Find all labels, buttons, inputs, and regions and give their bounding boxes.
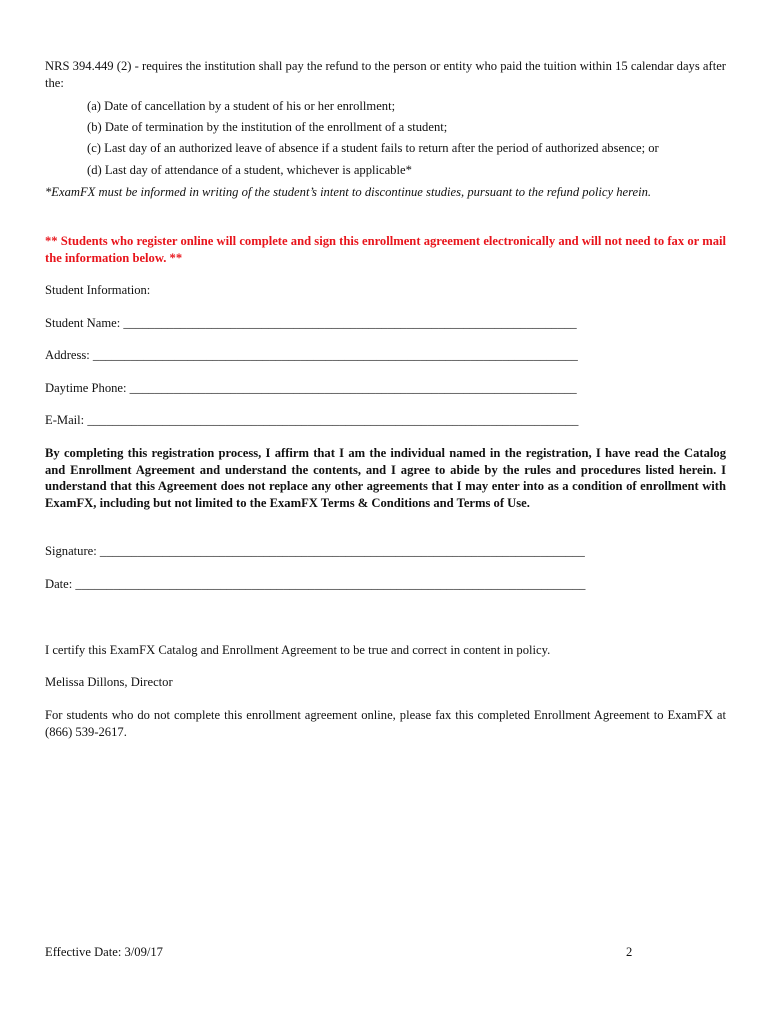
daytime-phone-field[interactable]: Daytime Phone: _______________________________________________________________________ <box>45 381 577 395</box>
refund-footnote: *ExamFX must be informed in writing of the student’s intent to discontinue studies, pursuant to the refund policy herein. <box>45 185 652 199</box>
signature-field[interactable]: Signature: _____________________________________________________________________________ <box>45 544 585 558</box>
refund-item-d: (d) Last day of attendance of a student, whichever is applicable* <box>87 163 412 177</box>
address-field[interactable]: Address: _____________________________________________________________________________ <box>45 348 578 362</box>
affirmation-statement: By completing this registration process, I affirm that I am the individual named in the registration, I have read the Catalog and Enrollment Agreement and understand the contents, and I agree to abide by the rules and procedures listed herein. I understand that this Agreement does not replace any other agreements that I may enter into as a condition of enrollment with ExamFX, including but not limited to the ExamFX Terms & Conditions and Terms of Use. <box>45 446 726 510</box>
email-field[interactable]: E-Mail: ______________________________________________________________________________ <box>45 413 579 427</box>
refund-intro: NRS 394.449 (2) - requires the institution shall pay the refund to the person or entity who paid the tuition within 15 calendar days after the: <box>45 59 726 90</box>
date-field[interactable]: Date: _________________________________________________________________________________ <box>45 577 586 591</box>
fax-notice: For students who do not complete this enrollment agreement online, please fax this completed Enrollment Agreement to ExamFX at (866) 539-2617. <box>45 708 726 739</box>
certify-statement: I certify this ExamFX Catalog and Enrollment Agreement to be true and correct in content in policy. <box>45 643 551 657</box>
page-number: 2 <box>626 945 633 959</box>
refund-item-a: (a) Date of cancellation by a student of his or her enrollment; <box>87 99 396 113</box>
online-notice: ** Students who register online will complete and sign this enrollment agreement electronically and will not need to fax or mail the information below. ** <box>45 234 726 265</box>
director-name: Melissa Dillons, Director <box>45 675 173 689</box>
student-info-heading: Student Information: <box>45 283 151 297</box>
student-name-field[interactable]: Student Name: ________________________________________________________________________ <box>45 316 577 330</box>
refund-item-c: (c) Last day of an authorized leave of absence if a student fails to return after the period of authorized absence; or <box>87 141 659 155</box>
refund-item-b: (b) Date of termination by the institution of the enrollment of a student; <box>87 120 448 134</box>
effective-date: Effective Date: 3/09/17 <box>45 945 163 959</box>
